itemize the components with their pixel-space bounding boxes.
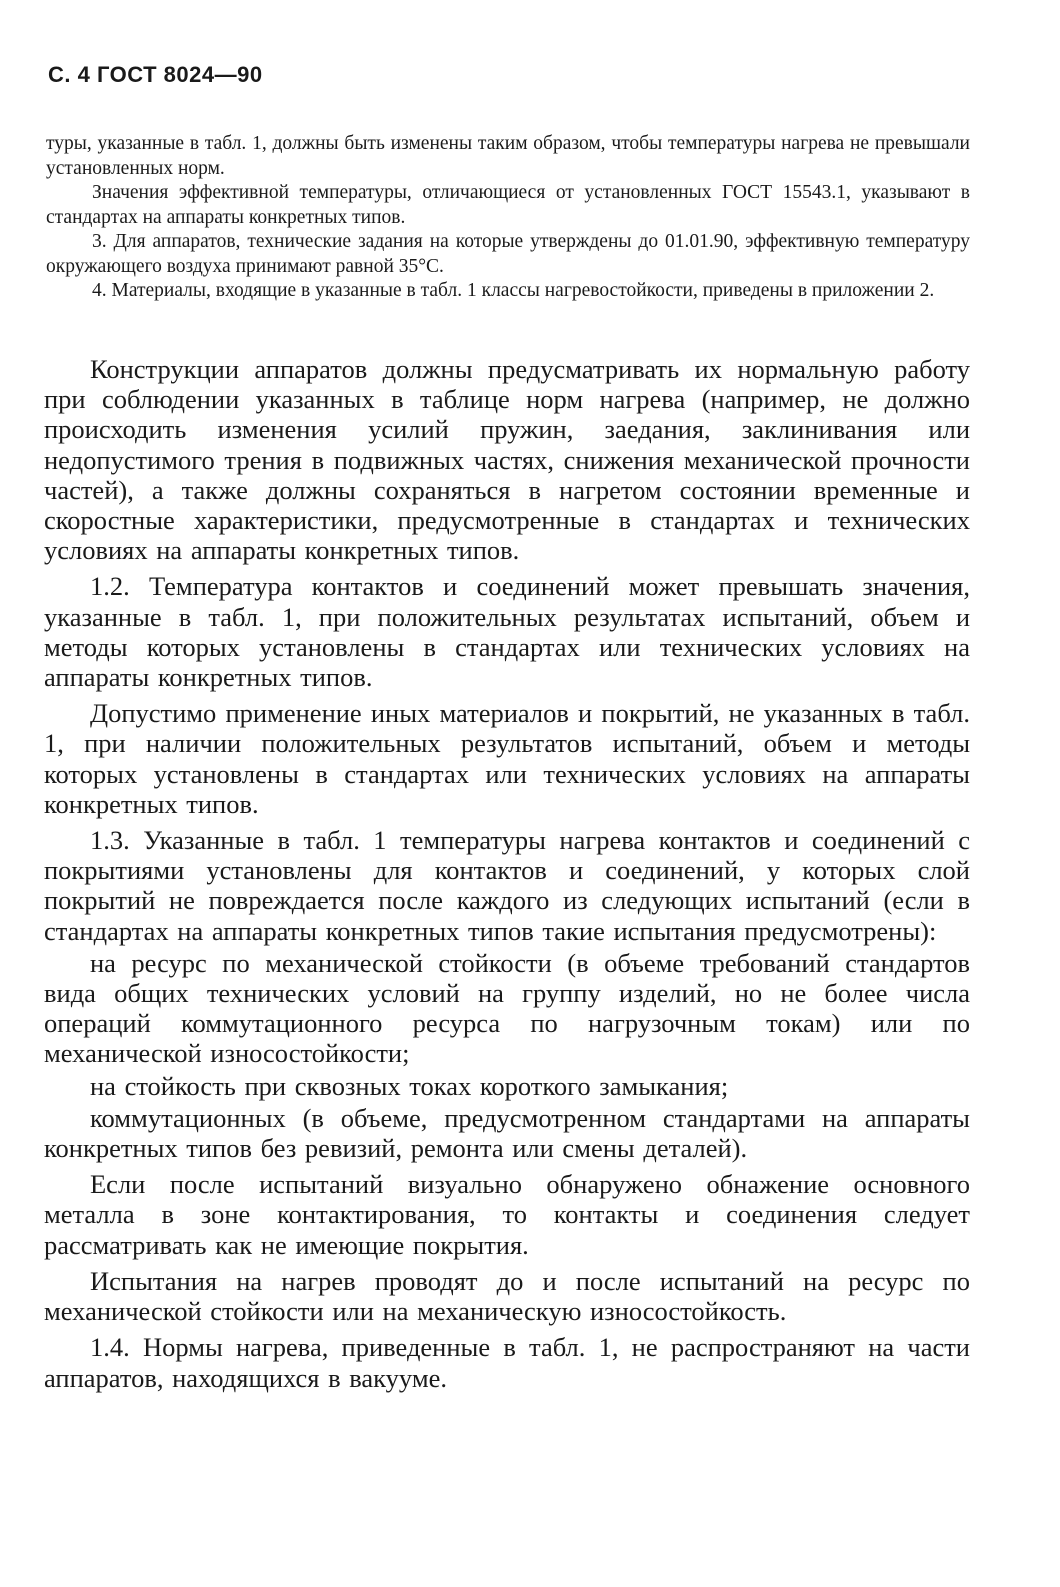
paragraph-heating-tests: Испытания на нагрев проводят до и после испытаний на ресурс по механической стойкости или на механическую износостойкость.	[44, 1265, 970, 1327]
note-effective-temperature: Значения эффективной температуры, отличающиеся от установленных ГОСТ 15543.1, указывают в стандартах на аппараты конкретных типов.	[46, 182, 970, 228]
list-item-short-circuit: на стойкость при сквозных токах короткого замыкания;	[90, 1070, 729, 1101]
paragraph-construction: Конструкции аппаратов должны предусматривать их нормальную работу при соблюдении указанных в таблице норм нагрева (например, не должно происходить изменения усилий пружин, заедания, заклинивания или недопустимого трения в подвижных частях, снижения механической прочности частей), а также должны сохраняться в нагретом состоянии временные и скоростные характеристики, предусмотренные в стандартах и технических условиях на аппараты конкретных типов.	[44, 354, 970, 566]
paragraph-1-4: 1.4. Нормы нагрева, приведенные в табл. 1, не распространяют на части аппаратов, находящихся в вакууме.	[44, 1332, 970, 1393]
page-header: С. 4 ГОСТ 8024—90	[48, 62, 263, 87]
paragraph-1-2: 1.2. Температура контактов и соединений может превышать значения, указанные в табл. 1, при положительных результатах испытаний, объем и методы которых установлены в стандартах или технических условиях на аппараты конкретных типов.	[44, 571, 970, 693]
paragraph-materials: Допустимо применение иных материалов и покрытий, не указанных в табл. 1, при наличии положительных результатов испытаний, объем и методы которых установлены в стандартах или технических условиях на аппараты конкретных типов.	[44, 698, 970, 819]
list-item-switching: коммутационных (в объеме, предусмотренном стандартами на аппараты конкретных типов без ревизий, ремонта или смены деталей).	[44, 1102, 970, 1164]
list-item-mechanical: на ресурс по механической стойкости (в объеме требований стандартов вида общих технических условий на группу изделий, но не более числа операций коммутационного ресурса по нагрузочным токам) или по механической износостойкости;	[44, 947, 970, 1069]
table-notes	[46, 132, 970, 304]
paragraph-1-3: 1.3. Указанные в табл. 1 температуры нагрева контактов и соединений с покрытиями установлены для контактов и соединений, у которых слой покрытий не повреждается после каждого из следующих испытаний (если в стандартах на аппараты конкретных типов такие испытания предусмотрены):	[44, 825, 970, 946]
note-continuation: туры, указанные в табл. 1, должны быть изменены таким образом, чтобы температуры нагрева не превышали установленных норм.	[46, 133, 970, 179]
main-text	[44, 354, 970, 1399]
note-4: 4. Материалы, входящие в указанные в табл. 1 классы нагревостойкости, приведены в приложении 2.	[92, 280, 935, 301]
paragraph-exposure: Если после испытаний визуально обнаружено обнажение основного металла в зоне контактирования, то контакты и соединения следует рассматривать как не имеющие покрытия.	[44, 1169, 970, 1260]
note-3: 3. Для аппаратов, технические задания на которые утверждены до 01.01.90, эффективную температуру окружающего воздуха принимают равной 35°С.	[46, 231, 970, 277]
